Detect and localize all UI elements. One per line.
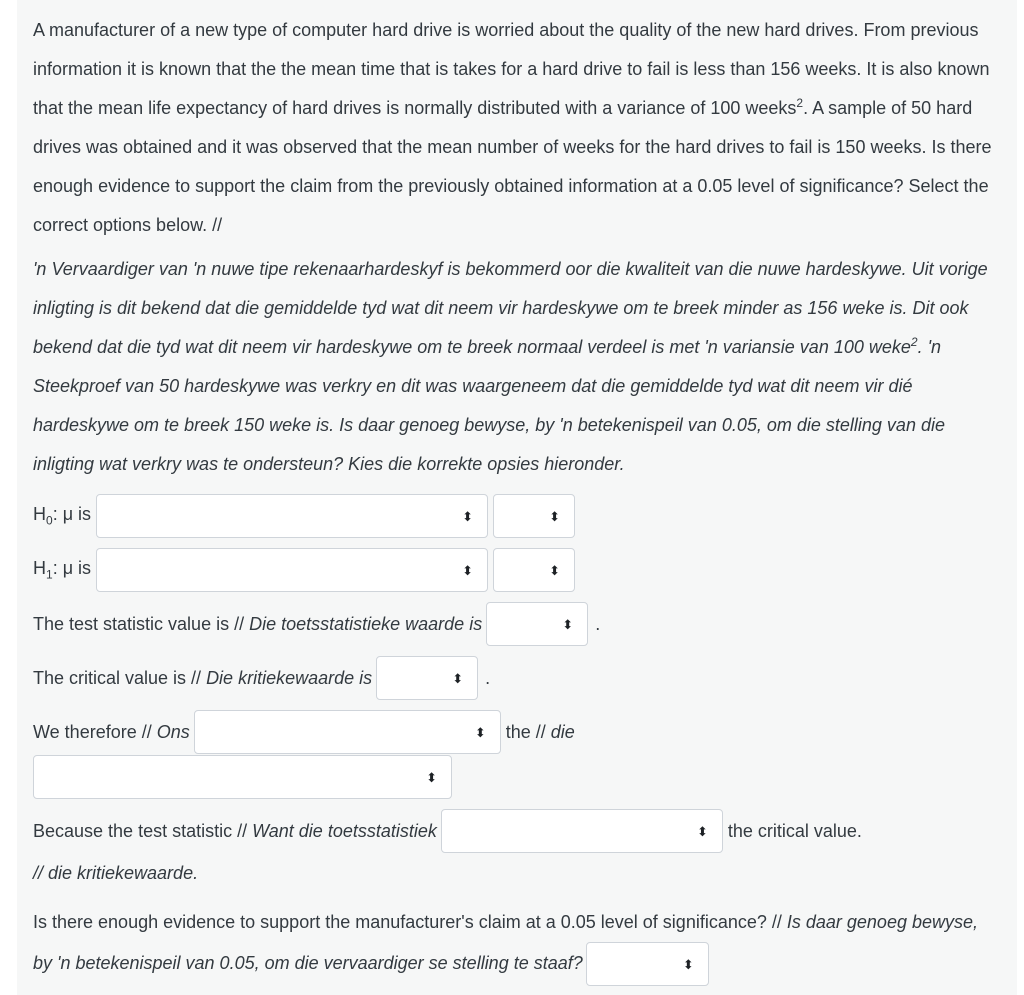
critical-value-label: The critical value is // <box>33 667 207 688</box>
critical-value-row <box>33 656 1001 700</box>
h0-value-select[interactable] <box>493 494 575 538</box>
superscript-2-af: 2 <box>910 335 918 349</box>
because-label-af: Want die toetsstatistiek <box>252 820 437 841</box>
question-text-english <box>33 11 1001 245</box>
h0-label: $H_0$: μ is <box>33 504 92 528</box>
test-statistic-select[interactable] <box>486 602 588 646</box>
h0-row <box>33 494 1001 538</box>
question-afrikaans-part1: 'n Vervaardiger van 'n nuwe tipe rekenaarhardeskyf is bekommerd oor die kwaliteit van die nuwe hardeskywe. Uit vorige inligting is dit bekend dat die gemiddelde tyd wat dit neem vir hardeskywe om te breek minder as 156 weke is. Dit ook bekend dat die tyd wat dit neem vir hardeskywe om te breek normaal verdeel is met 'n variansie van 100 weke <box>33 259 988 357</box>
question-afrikaans-part2: . 'n Steekproef van 50 hardeskywe was verkry en dit was waargeneem dat die gemiddelde tyd wat dit neem vir dié hardeskywe om te breek 150 weke is. Is daar genoeg bewyse, by 'n betekenispeil van 0.05, om die stelling van die inligting wat verkry was te ondersteun? Kies die korrekte opsies hieronder. <box>33 337 945 474</box>
h0-relation-select[interactable] <box>96 494 488 538</box>
critical-value-period: . <box>485 667 491 688</box>
because-label: Because the test statistic // <box>33 820 253 841</box>
because-suffix-af: // die kritiekewaarde. <box>33 862 199 883</box>
chevron-updown-icon: ⬍ <box>549 508 561 524</box>
conclusion-text-af: Is daar genoeg bewyse, by 'n betekenispeil van 0.05, om die vervaardiger se stelling te staaf? <box>33 912 979 973</box>
question-english-part2: . A sample of 50 hard drives was obtained and it was observed that the mean number of weeks for the hard drives to fail is 150 weeks. Is there enough evidence to support the claim from the previously obtained information at a 0.05 level of significance? Select the correct options below. // <box>33 98 992 235</box>
chevron-updown-icon: ⬍ <box>426 769 437 785</box>
conclusion-select[interactable] <box>586 942 709 986</box>
decision-label-af: Ons <box>156 721 190 742</box>
h1-value-select[interactable] <box>493 548 575 592</box>
decision-middle-text-af: die <box>550 721 575 742</box>
because-comparison-select[interactable] <box>441 809 723 853</box>
decision-row-2 <box>33 755 1001 799</box>
test-statistic-label-af: Die toetsstatistieke waarde is <box>249 613 483 634</box>
superscript-2: 2 <box>796 96 804 110</box>
because-suffix: the critical value. <box>727 820 862 841</box>
chevron-updown-icon: ⬍ <box>462 562 474 578</box>
chevron-updown-icon: ⬍ <box>562 616 574 632</box>
conclusion-block <box>33 902 1001 986</box>
because-row-2 <box>33 853 1001 893</box>
conclusion-text: Is there enough evidence to support the manufacturer's claim at a 0.05 level of significance? // <box>33 912 787 932</box>
critical-value-select[interactable] <box>376 656 478 700</box>
question-english-part1: A manufacturer of a new type of computer hard drive is worried about the quality of the new hard drives. From previous information it is known that the the mean time that is takes for a hard drive to fail is less than 156 weeks. It is also known that the mean life expectancy of hard drives is normally distributed with a variance of 100 weeks <box>33 20 990 118</box>
chevron-updown-icon: ⬍ <box>452 670 464 686</box>
test-statistic-period: . <box>595 613 601 634</box>
decision-row <box>33 710 1001 754</box>
h1-row <box>33 548 1001 592</box>
decision-label: We therefore // <box>33 721 157 742</box>
test-statistic-label: The test statistic value is // <box>33 613 250 634</box>
because-row <box>33 809 1001 853</box>
chevron-updown-icon: ⬍ <box>474 724 486 740</box>
decision-hypothesis-select[interactable] <box>33 755 452 799</box>
chevron-updown-icon: ⬍ <box>549 562 561 578</box>
decision-middle-text: the // <box>505 721 551 742</box>
decision-action-select[interactable] <box>194 710 501 754</box>
critical-value-label-af: Die kritiekewaarde is <box>206 667 373 688</box>
chevron-updown-icon: ⬍ <box>696 823 708 839</box>
h1-label: $H_1$: μ is <box>33 558 92 582</box>
chevron-updown-icon: ⬍ <box>462 508 474 524</box>
question-text-afrikaans <box>33 250 1001 484</box>
h1-relation-select[interactable] <box>96 548 488 592</box>
question-panel <box>17 0 1017 995</box>
chevron-updown-icon: ⬍ <box>682 956 694 972</box>
test-statistic-row <box>33 602 1001 646</box>
